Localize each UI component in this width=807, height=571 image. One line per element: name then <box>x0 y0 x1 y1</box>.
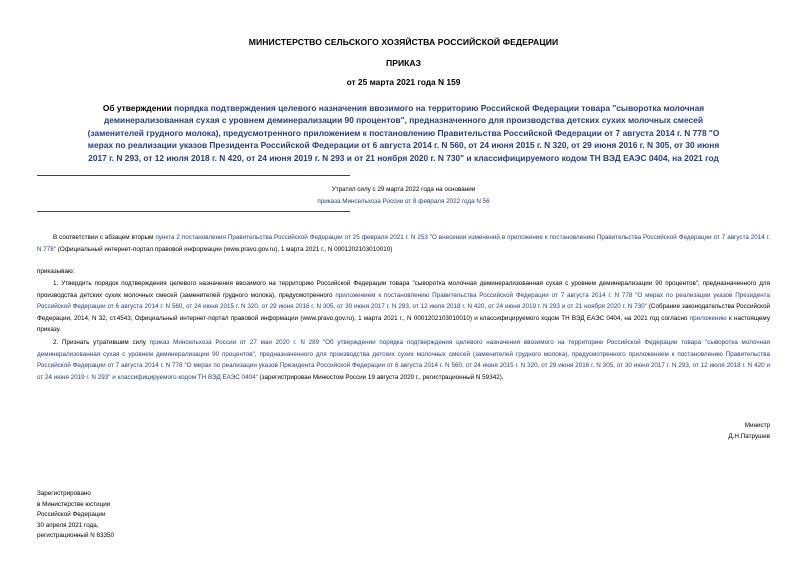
preamble-text: В соответствии с абзацем вторым <box>53 234 156 241</box>
preamble-text-2: (Официальный интернет-портал правовой информации (www.pravo.gov.ru), 1 марта 2021 г., N 0001202103010010) <box>56 245 393 253</box>
paragraph-2-link[interactable]: приказ Минсельхоза России от 27 мая 2020 г. N 289 "Об утверждении порядка подтверждения целевого назначения ввозимого на территорию Российской Федерации товара "сыворотка молочная деминерализованная сухая с уровнем деминерализации 90 процентов", предназначенного для производства детских сухих молочных смесей (заменителей грудного молока), предусмотренного приложением к постановлению Правительства Российской Федерации от 7 августа 2014 г. N 778 "О мерах по реализации указов Президента Российской Федерации от 6 августа 2014 г. N 560, от 24 июня 2015 г. N 320, от 29 июня 2016 г. N 305, от 30 июня 2017 г. N 293, от 12 июля 2018 г. N 420 и от 24 июня 2019 г. N 293" и классифицируемого кодом ТН ВЭД ЕАЭС 0404" <box>37 339 770 381</box>
paragraph-1-text-3: к настоящему приказу. <box>37 314 770 334</box>
registration-block <box>37 489 114 542</box>
signatory-name: Д.Н.Патрушев <box>728 432 770 440</box>
title-prefix: Об утверждении <box>102 103 175 113</box>
separator-bottom <box>37 211 350 212</box>
ministry-heading: МИНИСТЕРСТВО СЕЛЬСКОГО ХОЗЯЙСТВА РОССИЙСКОЙ ФЕДЕРАЦИИ <box>248 37 559 47</box>
document-title <box>78 102 729 164</box>
signature-block <box>728 421 770 442</box>
prikazyvayu-label: приказываю: <box>37 268 75 275</box>
registration-line: Российской Федерации <box>37 511 106 518</box>
document-date-number: от 25 марта 2021 года N 159 <box>346 77 461 87</box>
separator-top <box>37 175 350 176</box>
paragraph-1 <box>37 278 770 336</box>
registration-line: 30 апреля 2021 года, <box>37 521 99 529</box>
registration-line: в Министерстве юстиции <box>37 500 111 508</box>
paragraph-1-text-2: (Собрание законодательства Российской Федерации, 2014, N 32, ст.4543; Официальный интернет-портал правовой информации (www.pravo.gov.ru), 1 марта 2021 г., N 0001202103010010) и классифицируемого кодом ТН ВЭД ЕАЭС 0404, на 2021 год согласно <box>37 303 771 322</box>
signatory-position: Министр <box>744 422 770 429</box>
appendix-link[interactable]: приложению <box>689 314 727 322</box>
document-type: ПРИКАЗ <box>386 58 421 68</box>
status-note <box>0 184 807 207</box>
registration-line: Зарегистрировано <box>37 490 91 497</box>
paragraph-2-text-2: (зарегистрирован Минюстом России 19 августа 2020 г., регистрационный N 59342). <box>257 373 504 381</box>
paragraph-1-link[interactable]: приложением к постановлению Правительства Российской Федерации от 7 августа 2014 г. N 778 "О мерах по реализации указов Президента Российской Федерации от 6 августа 2014 г. N 560, от 24 июня 2015 г. N 320, от 29 июня 2016 г. N 305, от 30 июня 2017 г. N 293, от 12 июля 2018 г. N 420, от 24 июня 2019 г. N 293 и от 21 ноября 2020 г. N 730" <box>37 291 770 311</box>
preamble-link[interactable]: пункта 2 постановления Правительства Российской Федерации от 25 февраля 2021 г. N 253 "О внесении изменений в приложение к постановлению Правительства Российской Федерации от 7 августа 2014 г. N 778" <box>37 234 770 253</box>
status-line: Утратил силу с 29 марта 2022 года на основании <box>331 186 476 193</box>
registration-line: регистрационный N 63350 <box>37 532 115 539</box>
title-link[interactable]: порядка подтверждения целевого назначения ввозимого на территорию Российской Федерации товара "сыворотка молочная деминерализованная сухая с уровнем деминерализации 90 процентов", предназначенного для производства детских сухих молочных смесей (заменителей грудного молока), предусмотренного приложением к постановлению Правительства Российской Федерации от 7 августа 2014 г. N 778 "О мерах по реализации указов Президента Российской Федерации от 6 августа 2014 г. N 560, от 24 июня 2015 г. N 320, от 29 июня 2016 г. N 305, от 30 июня 2017 г. N 293, от 12 июля 2018 г. N 420, от 24 июня 2019 г. N 293 и от 21 ноября 2020 г. N 730" и классифицируемого кодом ТН ВЭД ЕАЭС 0404, на 2021 год <box>87 103 720 163</box>
paragraph-2 <box>37 337 770 383</box>
status-repeal-link[interactable]: приказа Минсельхоза России от 8 февраля 2022 года N 56 <box>317 197 490 205</box>
preamble-paragraph <box>37 232 770 255</box>
paragraph-2-text: 2. Признать утратившим силу <box>53 339 150 346</box>
paragraph-1-text: 1. Утвердить порядок подтверждения целевого назначения ввозимого на территорию Российской Федерации товара "сыворотка молочная деминерализованная сухая с уровнем деминерализации 90 процентов", предназначенного для производства детских сухих молочных смесей (заменителей грудного молока), предусмотренного <box>37 280 770 299</box>
